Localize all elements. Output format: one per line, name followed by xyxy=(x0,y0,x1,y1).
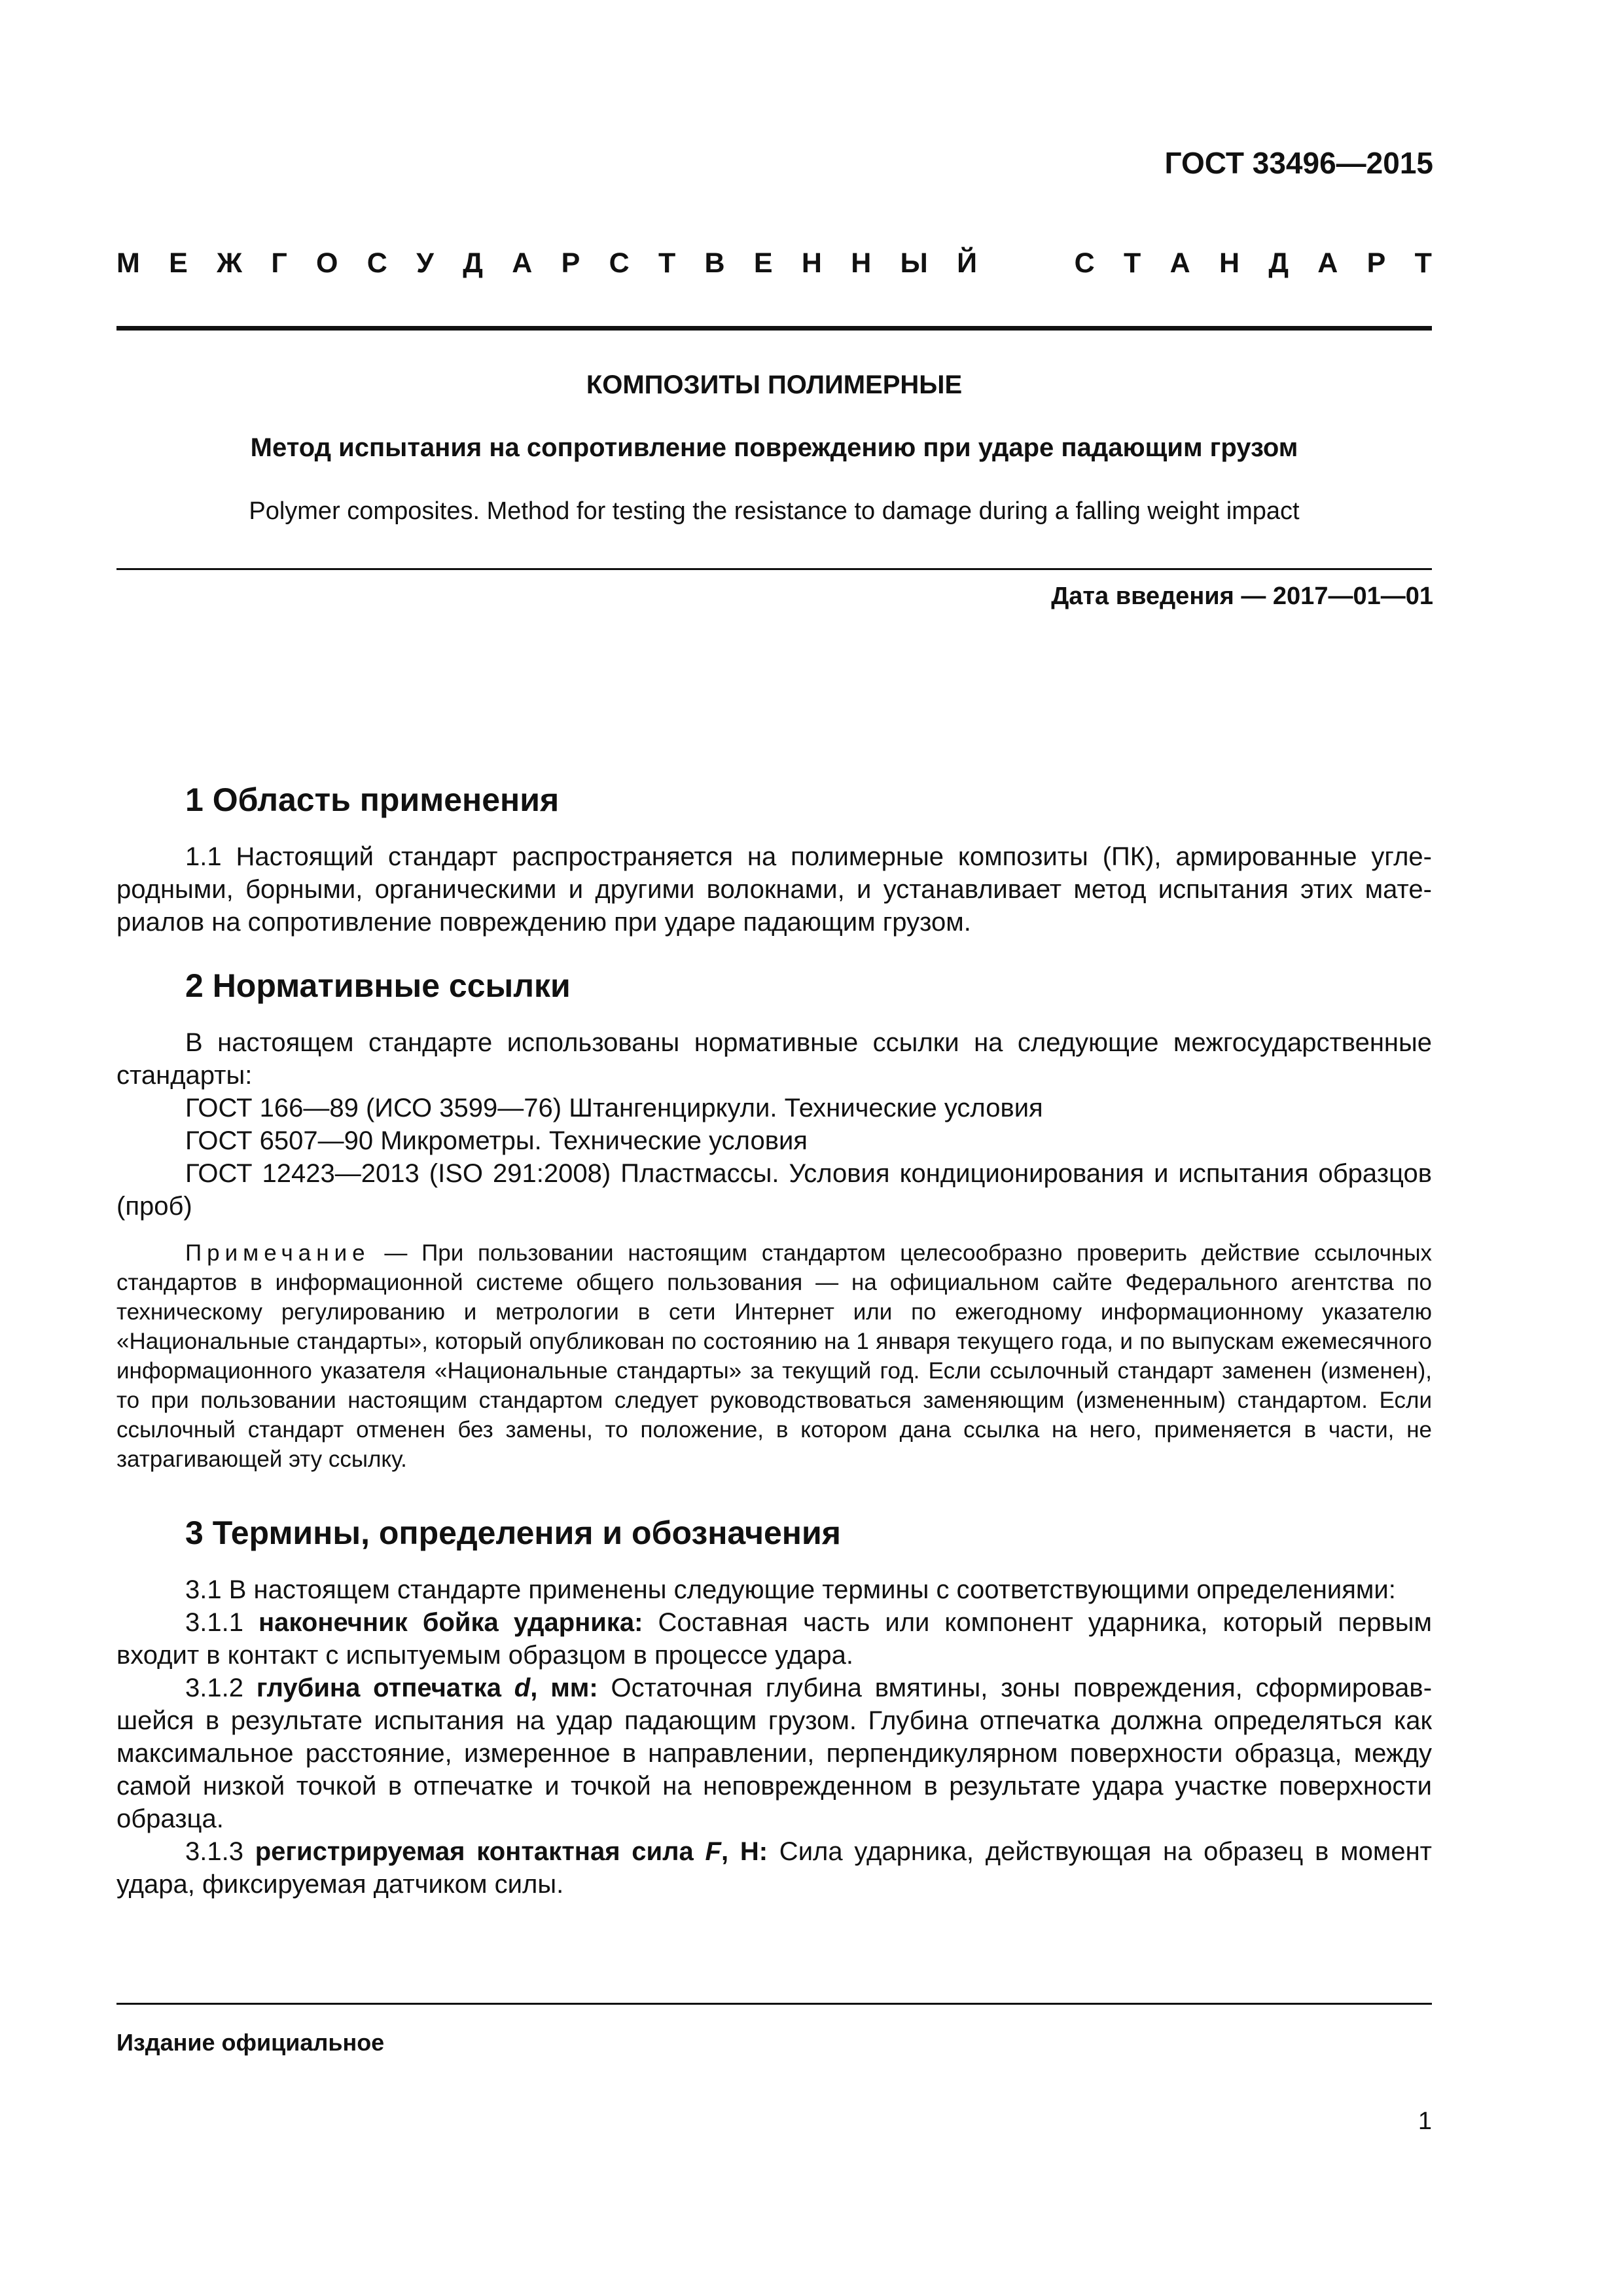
document-subtitle: Метод испытания на сопротивление повреждению при ударе падающим грузом xyxy=(250,433,1298,462)
term-definition xyxy=(116,1835,1432,1901)
introduction-date: Дата введения — 2017—01—01 xyxy=(1051,583,1433,610)
term-name-part: , Н: xyxy=(721,1837,768,1866)
letter: А xyxy=(1317,247,1338,279)
paragraph: 1.1 Настоящий стандарт распространяется на полимерные композиты (ПК), армированные углеродными, борными, органическими и другими волокнами, и устанавливает метод испытания этих материалов на сопротивление повреждению при ударе падающим грузом. xyxy=(116,842,1432,937)
letter: Д xyxy=(463,247,483,279)
letter: Т xyxy=(1414,247,1432,279)
letter: А xyxy=(512,247,533,279)
letter: Н xyxy=(801,247,822,279)
letter: Й xyxy=(957,247,977,279)
letter: Н xyxy=(851,247,872,279)
letter: С xyxy=(1074,247,1095,279)
letter: О xyxy=(316,247,338,279)
interstate-standard-banner xyxy=(116,247,1432,279)
term-text: Сила ударника, действующая на образец в момент удара, фиксируемая датчиком силы. xyxy=(116,1837,1432,1899)
note-text: — При пользовании настоящим стандартом целесообразно проверить действие ссылочных стандартов в информационной системе общего пользования — на официальном сайте Федерального агентства по техническому регулированию и метрологии в сети Интернет или по ежегодному информационному указателю «Национальные стандарты», который опубликован по состоянию на 1 января текущего года, и по выпускам ежемесячного информационного указателя «Национальные стандарты» за текущий год. Если ссылочный стандарт заменен (изменен), то при пользовании настоящим стандартом следует руководствоваться заменяющим (измененным) стандартом. Если ссылочный стандарт отменен без замены, то положение, в котором дана ссылка на него, применяется в части, не затрагивающей эту ссылку. xyxy=(116,1240,1432,1472)
letter: Д xyxy=(1268,247,1289,279)
header-divider xyxy=(116,326,1432,331)
section-terms xyxy=(116,1512,1432,1901)
term-symbol: F xyxy=(705,1837,721,1866)
term-number: 3.1.2 xyxy=(185,1674,257,1702)
term-name: наконечник бойка ударника: xyxy=(259,1608,643,1637)
document-number: ГОСТ 33496—2015 xyxy=(1164,146,1433,180)
letter: Т xyxy=(658,247,676,279)
letter: С xyxy=(609,247,630,279)
english-title: Polymer composites. Method for testing the resistance to damage during a falling weight impact xyxy=(249,497,1300,525)
official-edition-label: Издание официальное xyxy=(116,2029,385,2056)
term-text: Составная часть или компонент ударника, который первым входит в контакт с испытуемым образцом в процессе удара. xyxy=(116,1608,1433,1670)
document-title: КОМПОЗИТЫ ПОЛИМЕРНЫЕ xyxy=(586,370,963,399)
letter: У xyxy=(416,247,434,279)
letter: Т xyxy=(1123,247,1141,279)
term-definition xyxy=(116,1672,1432,1835)
document-body xyxy=(116,779,1432,1927)
page-number: 1 xyxy=(1418,2108,1432,2135)
term-definition xyxy=(116,1606,1432,1672)
letter: Н xyxy=(1219,247,1240,279)
section-scope xyxy=(116,779,1432,939)
note xyxy=(116,1238,1432,1474)
letter: Е xyxy=(753,247,773,279)
letter: Р xyxy=(561,247,580,279)
term-name-part: регистрируемая контактная сила xyxy=(255,1837,705,1866)
letter: Р xyxy=(1366,247,1386,279)
letter: М xyxy=(116,247,140,279)
reference-item: ГОСТ 6507—90 Микрометры. Технические условия xyxy=(185,1126,808,1155)
paragraph: 3.1 В настоящем стандарте применены следующие термины с соответствующими определениями: xyxy=(185,1575,1396,1604)
term-number: 3.1.3 xyxy=(185,1837,255,1866)
word-gap xyxy=(1006,247,1045,279)
letter: А xyxy=(1169,247,1190,279)
term-name-part: , мм: xyxy=(530,1674,598,1702)
letter: Е xyxy=(169,247,188,279)
term-name-part: глубина отпечатка xyxy=(256,1674,514,1702)
letter: В xyxy=(704,247,725,279)
letter: С xyxy=(366,247,387,279)
section-heading: 1 Область применения xyxy=(185,781,560,818)
term-name xyxy=(257,1674,598,1702)
title-divider xyxy=(116,568,1432,570)
term-symbol: d xyxy=(514,1674,531,1702)
letter: Ы xyxy=(900,247,928,279)
section-normative-references xyxy=(116,965,1432,1474)
section-heading: 2 Нормативные ссылки xyxy=(185,967,571,1004)
reference-item: ГОСТ 12423—2013 (ISO 291:2008) Пластмассы. Условия кондиционирования и испытания образцов (проб) xyxy=(116,1159,1432,1221)
letter: Ж xyxy=(217,247,243,279)
paragraph: В настоящем стандарте использованы нормативные ссылки на следующие межгосударственные стандарты: xyxy=(116,1028,1432,1090)
term-name xyxy=(255,1837,768,1866)
footer-divider xyxy=(116,2003,1432,2005)
section-heading: 3 Термины, определения и обозначения xyxy=(185,1515,841,1551)
reference-item: ГОСТ 166—89 (ИСО 3599—76) Штангенциркули. Технические условия xyxy=(185,1094,1043,1122)
term-text: Остаточная глубина вмятины, зоны повреждения, сформировавшейся в результате испытания на удар падающим грузом. Глубина отпечатка должна определяться как максимальное расстояние, измеренное в направлении, перпендикулярном поверхности образца, между самой низкой точкой в отпечатке и точкой на неповрежденном в результате удара участке поверхности образца. xyxy=(116,1674,1433,1833)
term-number: 3.1.1 xyxy=(185,1608,259,1637)
note-label: Примечание xyxy=(185,1240,370,1266)
letter: Г xyxy=(271,247,287,279)
